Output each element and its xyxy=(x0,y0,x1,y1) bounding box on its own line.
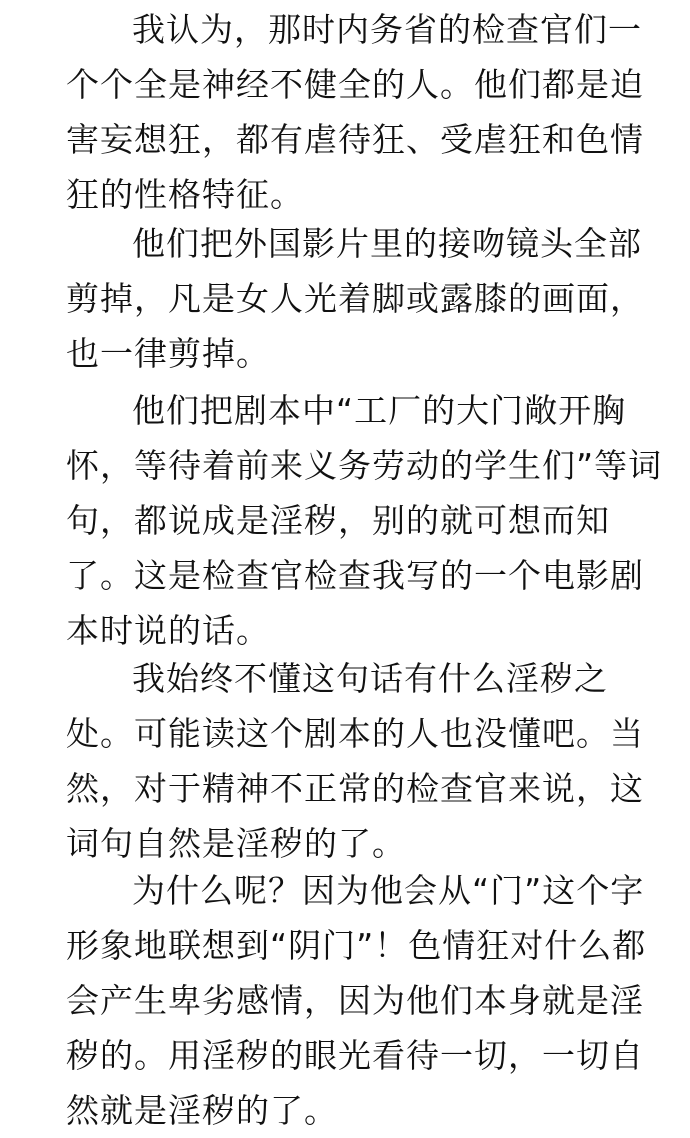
text-line: 他们把外国影片里的接吻镜头全部 xyxy=(132,224,642,263)
text-line: 然，对于精神不正常的检查官来说，这 xyxy=(66,769,644,808)
text-line: 然就是淫秽的了。 xyxy=(66,1091,338,1130)
text-line: 形象地联想到“阴门”！色情狂对什么都 xyxy=(66,926,647,965)
paragraph-1 xyxy=(66,2,644,222)
text-line: 句，都说成是淫秽，别的就可想而知 xyxy=(66,501,610,540)
paragraph-5 xyxy=(66,863,647,1138)
text-line: 也一律剪掉。 xyxy=(66,334,270,373)
text-line: 我认为，那时内务省的检查官们一 xyxy=(132,10,642,49)
paragraph-4 xyxy=(66,651,644,871)
text-line: 了。这是检查官检查我写的一个电影剧 xyxy=(66,556,644,595)
text-line: 本时说的话。 xyxy=(66,611,270,650)
text-line: 处。可能读这个剧本的人也没懂吧。当 xyxy=(66,714,644,753)
text-line: 我始终不懂这句话有什么淫秽之 xyxy=(132,659,608,698)
text-line: 会产生卑劣感情，因为他们本身就是淫 xyxy=(66,981,644,1020)
text-line: 他们把剧本中“工厂的大门敞开胸 xyxy=(132,391,627,430)
text-line: 词句自然是淫秽的了。 xyxy=(66,824,406,863)
text-line: 害妄想狂，都有虐待狂、受虐狂和色情 xyxy=(66,120,644,159)
text-line: 个个全是神经不健全的人。他们都是迫 xyxy=(66,65,644,104)
text-line: 剪掉，凡是女人光着脚或露膝的画面， xyxy=(66,279,644,318)
paragraph-2 xyxy=(66,216,644,381)
paragraph-3 xyxy=(66,383,663,658)
text-line: 秽的。用淫秽的眼光看待一切，一切自 xyxy=(66,1036,644,1075)
text-line: 怀，等待着前来义务劳动的学生们”等词 xyxy=(66,446,663,485)
text-line: 狂的性格特征。 xyxy=(66,175,304,214)
text-line: 为什么呢？因为他会从“门”这个字 xyxy=(132,871,645,910)
